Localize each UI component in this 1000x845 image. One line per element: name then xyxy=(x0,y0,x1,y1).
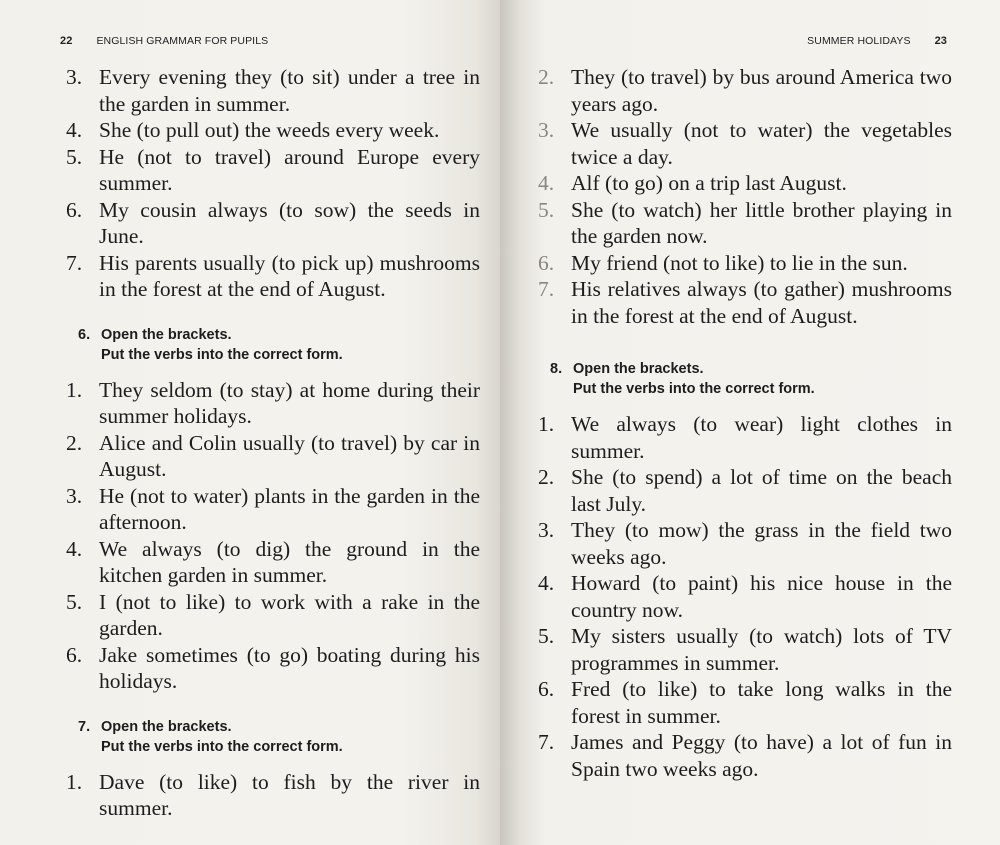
item-number: 6. xyxy=(66,642,83,667)
list-item xyxy=(538,570,952,623)
list-item xyxy=(66,430,480,483)
continued-exercise-list xyxy=(538,64,952,329)
item-number: 7. xyxy=(66,250,83,275)
exercise-7-list xyxy=(66,769,480,822)
item-text: They seldom (to stay) at home during their summer holidays. xyxy=(99,377,480,428)
item-number: 3. xyxy=(538,118,555,142)
list-item xyxy=(66,144,480,197)
list-item xyxy=(66,197,480,250)
exercise-number: 6. xyxy=(78,326,91,343)
item-text: Fred (to like) to take long walks in the forest in summer. xyxy=(571,677,952,728)
item-text: His parents usually (to pick up) mushrooms in the forest at the end of August. xyxy=(99,250,480,301)
exercise-8-list xyxy=(538,411,952,782)
item-number: 6. xyxy=(538,250,555,275)
item-number: 7. xyxy=(538,277,555,301)
left-running-head xyxy=(60,35,268,47)
item-text: He (not to water) plants in the garden in the afternoon. xyxy=(99,483,480,534)
exercise-6-heading xyxy=(66,325,480,365)
item-number: 5. xyxy=(66,589,83,614)
item-text: James and Peggy (to have) a lot of fun in Spain two weeks ago. xyxy=(571,730,952,781)
item-number: 3. xyxy=(538,518,555,542)
item-number: 4. xyxy=(538,171,555,195)
item-text: Every evening they (to sit) under a tree in the garden in summer. xyxy=(99,65,480,116)
item-number: 6. xyxy=(66,197,83,222)
exercise-instruction: Open the brackets. xyxy=(101,718,232,735)
item-text: My cousin always (to sow) the seeds in June. xyxy=(99,197,480,248)
item-text: I (not to like) to work with a rake in the garden. xyxy=(99,589,480,640)
item-number: 5. xyxy=(66,144,83,169)
item-text: My friend (not to like) to lie in the sun. xyxy=(571,250,908,275)
item-number: 5. xyxy=(538,624,555,648)
list-item xyxy=(66,642,480,695)
item-text: Alice and Colin usually (to travel) by car in August. xyxy=(99,430,480,481)
item-text: They (to travel) by bus around America two years ago. xyxy=(571,65,952,116)
list-item xyxy=(66,377,480,430)
list-item xyxy=(538,276,952,329)
list-item xyxy=(66,64,480,117)
list-item xyxy=(66,483,480,536)
exercise-number: 7. xyxy=(78,718,91,735)
exercise-instruction: Put the verbs into the correct form. xyxy=(101,346,343,363)
item-number: 6. xyxy=(538,677,555,701)
page-number: 23 xyxy=(934,35,947,47)
item-text: We always (to wear) light clothes in summer. xyxy=(571,412,952,463)
exercise-number: 8. xyxy=(550,361,563,377)
right-column xyxy=(538,64,952,782)
item-text: Howard (to paint) his nice house in the country now. xyxy=(571,571,952,622)
list-item xyxy=(538,676,952,729)
running-head-title: ENGLISH GRAMMAR FOR PUPILS xyxy=(96,35,269,47)
item-text: His relatives always (to gather) mushrooms in the forest at the end of August. xyxy=(571,277,952,328)
exercise-instruction: Open the brackets. xyxy=(101,326,232,343)
item-text: My sisters usually (to watch) lots of TV programmes in summer. xyxy=(571,624,952,675)
right-page xyxy=(500,0,1000,845)
item-number: 1. xyxy=(66,377,83,402)
item-number: 3. xyxy=(66,483,83,508)
item-number: 2. xyxy=(538,65,555,89)
item-text: He (not to travel) around Europe every summer. xyxy=(99,144,480,195)
list-item xyxy=(538,729,952,782)
list-item xyxy=(538,623,952,676)
item-text: We always (to dig) the ground in the kitchen garden in summer. xyxy=(99,536,480,587)
exercise-8-heading xyxy=(538,359,952,399)
item-text: Jake sometimes (to go) boating during his holidays. xyxy=(99,642,480,693)
list-item xyxy=(538,64,952,117)
list-item xyxy=(538,464,952,517)
item-text: We usually (not to water) the vegetables twice a day. xyxy=(571,118,952,169)
list-item xyxy=(538,250,952,277)
exercise-instruction: Open the brackets. xyxy=(573,361,704,377)
item-text: Alf (to go) on a trip last August. xyxy=(571,171,847,195)
list-item xyxy=(538,411,952,464)
item-text: They (to mow) the grass in the field two weeks ago. xyxy=(571,518,952,569)
page-number: 22 xyxy=(60,35,73,47)
list-item xyxy=(538,170,952,197)
item-text: Dave (to like) to fish by the river in summer. xyxy=(99,769,480,820)
item-number: 1. xyxy=(538,412,555,436)
item-number: 4. xyxy=(538,571,555,595)
list-item xyxy=(538,197,952,250)
continued-exercise-list xyxy=(66,64,480,303)
right-running-head xyxy=(807,35,947,47)
list-item xyxy=(538,517,952,570)
item-number: 4. xyxy=(66,536,83,561)
item-number: 2. xyxy=(66,430,83,455)
item-number: 4. xyxy=(66,118,83,142)
item-text: She (to watch) her little brother playing in the garden now. xyxy=(571,197,952,248)
item-text: She (to spend) a lot of time on the beach last July. xyxy=(571,465,952,516)
exercise-6-list xyxy=(66,377,480,695)
item-number: 2. xyxy=(538,465,555,489)
exercise-instruction: Put the verbs into the correct form. xyxy=(101,738,343,755)
list-item xyxy=(66,250,480,303)
item-number: 3. xyxy=(66,65,83,89)
left-column xyxy=(66,64,480,822)
item-number: 1. xyxy=(66,769,83,794)
item-text: She (to pull out) the weeds every week. xyxy=(99,118,440,142)
exercise-instruction: Put the verbs into the correct form. xyxy=(573,381,815,397)
list-item xyxy=(66,536,480,589)
running-head-title: SUMMER HOLIDAYS xyxy=(807,35,911,47)
list-item xyxy=(538,117,952,170)
list-item xyxy=(66,769,480,822)
item-number: 7. xyxy=(538,730,555,754)
item-number: 5. xyxy=(538,197,555,222)
exercise-7-heading xyxy=(66,717,480,757)
list-item xyxy=(66,589,480,642)
list-item xyxy=(66,117,480,144)
